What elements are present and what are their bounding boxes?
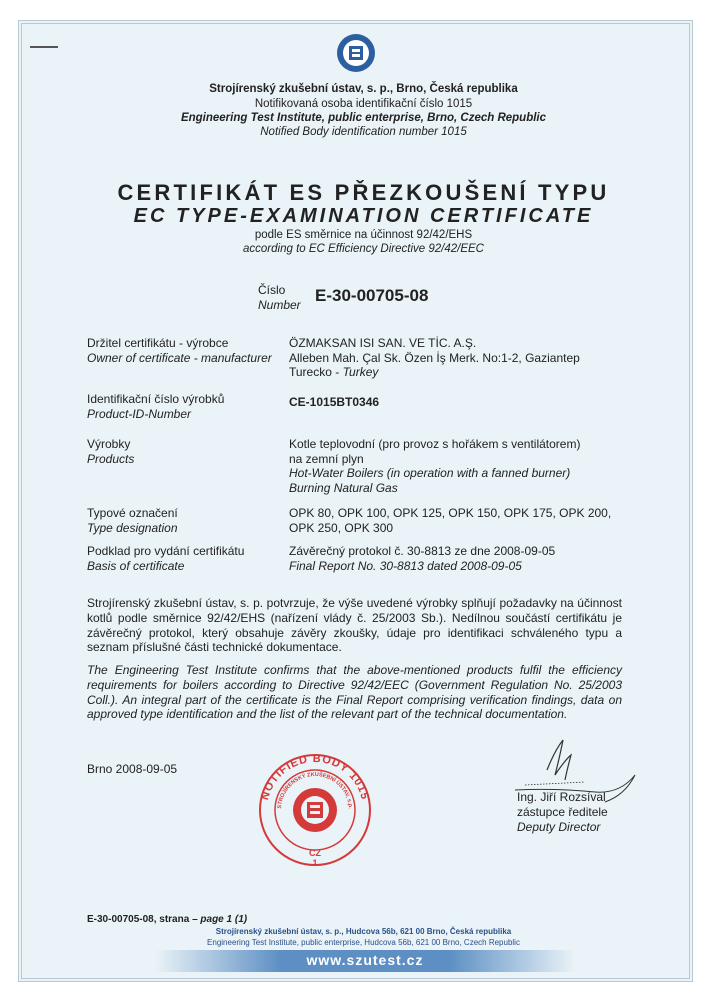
type-label-cz: Typové označení xyxy=(87,506,178,520)
website-link[interactable]: www.szutest.cz xyxy=(306,952,424,968)
holder-country-cz: Turecko - xyxy=(289,365,343,379)
szu-logo-icon xyxy=(336,33,376,73)
basis-label xyxy=(87,544,287,573)
directive-en: according to EC Efficiency Directive 92/42/EEC xyxy=(243,243,484,255)
footer-address-cz: Strojírenský zkušební ústav, s. p., Hudcova 56b, 621 00 Brno, Česká republika xyxy=(215,927,512,936)
notified-body-en: Notified Body identification number 1015 xyxy=(260,126,467,138)
holder-label-en: Owner of certificate - manufacturer xyxy=(87,350,272,365)
holder-country xyxy=(289,365,669,380)
products-label-cz: Výrobky xyxy=(87,437,131,451)
title-en: EC TYPE-EXAMINATION CERTIFICATE xyxy=(133,205,594,227)
number-label-en: Number xyxy=(258,298,301,312)
signatory-block xyxy=(517,790,608,835)
certificate-number: E-30-00705-08 xyxy=(315,286,429,305)
product-id-value: CE-1015BT0346 xyxy=(289,395,380,409)
products-value xyxy=(289,437,669,495)
holder-country-en: Turkey xyxy=(342,365,379,379)
products-label-en: Products xyxy=(87,451,135,466)
directive-cz: podle ES směrnice na účinnost 92/42/EHS xyxy=(254,229,473,241)
notified-body-stamp xyxy=(255,750,375,875)
stamp-number: 1 xyxy=(312,858,318,868)
stamp-country: CZ xyxy=(309,848,321,858)
product-id-label-en: Product-ID-Number xyxy=(87,406,192,421)
type-label-en: Type designation xyxy=(87,520,178,535)
number-label xyxy=(258,283,301,313)
product-id-label-cz: Identifikační číslo výrobků xyxy=(87,392,225,406)
page-reference xyxy=(87,914,247,925)
page-reference-prefix: E-30-00705-08, strana – xyxy=(87,914,201,925)
holder-label-cz: Držitel certifikátu - výrobce xyxy=(87,336,229,350)
page-reference-en: page 1 (1) xyxy=(200,914,248,925)
confirmation-paragraph-cz: Strojírenský zkušební ústav, s. p. potvrzuje, že výše uvedené výrobky splňují požadavky na účinnost kotlů podle směrnice 92/42/EHS (nařízení vlády č. 25/2003 Sb.). Nedílnou součástí certifikátu je závěrečný protokol, který obsahuje závěry zkoušky, údaje pro identifikaci schváleného typu a seznam příslušné části technické dokumentace. xyxy=(87,596,622,655)
basis-value-cz: Závěrečný protokol č. 30-8813 ze dne 2008-09-05 xyxy=(289,544,556,558)
signatory-name: Ing. Jiří Rozsíval xyxy=(517,790,606,804)
stamp-outer-text: NOTIFIED BODY 1015 xyxy=(259,752,371,802)
website-bar xyxy=(155,950,575,972)
type-value xyxy=(289,506,669,535)
number-label-cz: Číslo xyxy=(258,283,286,297)
stamp-inner-text: STROJÍRENSKÝ ZKUŠEBNÍ ÚSTAV, s.p. xyxy=(276,771,353,809)
products-cz-line-2: na zemní plyn xyxy=(289,451,364,466)
products-en-line-1: Hot-Water Boilers (in operation with a fanned burner) xyxy=(289,466,571,480)
signatory-role-cz: zástupce ředitele xyxy=(517,805,608,819)
signatory-role-en: Deputy Director xyxy=(517,820,601,834)
products-en-line-2: Burning Natural Gas xyxy=(289,480,398,495)
holder-label xyxy=(87,336,287,365)
institute-name-en: Engineering Test Institute, public enterprise, Brno, Czech Republic xyxy=(180,112,547,124)
type-value-line-2: OPK 250, OPK 300 xyxy=(289,520,394,535)
holder-address: Alleben Mah. Çal Sk. Özen İş Merk. No:1-2, Gaziantep xyxy=(289,350,580,365)
products-label xyxy=(87,437,287,466)
basis-value-en: Final Report No. 30-8813 dated 2008-09-05 xyxy=(289,558,522,573)
title-cz: CERTIFIKÁT ES PŘEZKOUŠENÍ TYPU xyxy=(117,180,610,205)
basis-value xyxy=(289,544,669,573)
basis-label-cz: Podklad pro vydání certifikátu xyxy=(87,544,245,558)
products-cz-line-1: Kotle teplovodní (pro provoz s hořákem s ventilátorem) xyxy=(289,437,581,451)
holder-value xyxy=(289,336,669,380)
footer-address-en: Engineering Test Institute, public enterprise, Hudcova 56b, 621 00 Brno, Czech Republic xyxy=(207,938,520,947)
notified-body-cz: Notifikovaná osoba identifikační číslo 1015 xyxy=(254,98,473,110)
product-id-label xyxy=(87,392,287,421)
place-date: Brno 2008-09-05 xyxy=(87,762,178,776)
institute-name-cz: Strojírenský zkušební ústav, s. p., Brno, Česká republika xyxy=(209,83,518,95)
basis-label-en: Basis of certificate xyxy=(87,558,185,573)
type-label xyxy=(87,506,287,535)
holder-name: ÖZMAKSAN ISI SAN. VE TİC. A.Ş. xyxy=(289,336,477,350)
type-value-line-1: OPK 80, OPK 100, OPK 125, OPK 150, OPK 175, OPK 200, xyxy=(289,506,612,520)
confirmation-paragraph-en: The Engineering Test Institute confirms that the above-mentioned products fulfil the efficiency requirements for boilers according to Directive 92/42/EEC (Government Regulation No. 25/2003 Coll.). An integral part of the certificate is the Final Report comprising verification findings, data on approved type identification and the list of the relevant part of the technical documentation. xyxy=(87,663,622,722)
punch-mark xyxy=(30,46,58,48)
